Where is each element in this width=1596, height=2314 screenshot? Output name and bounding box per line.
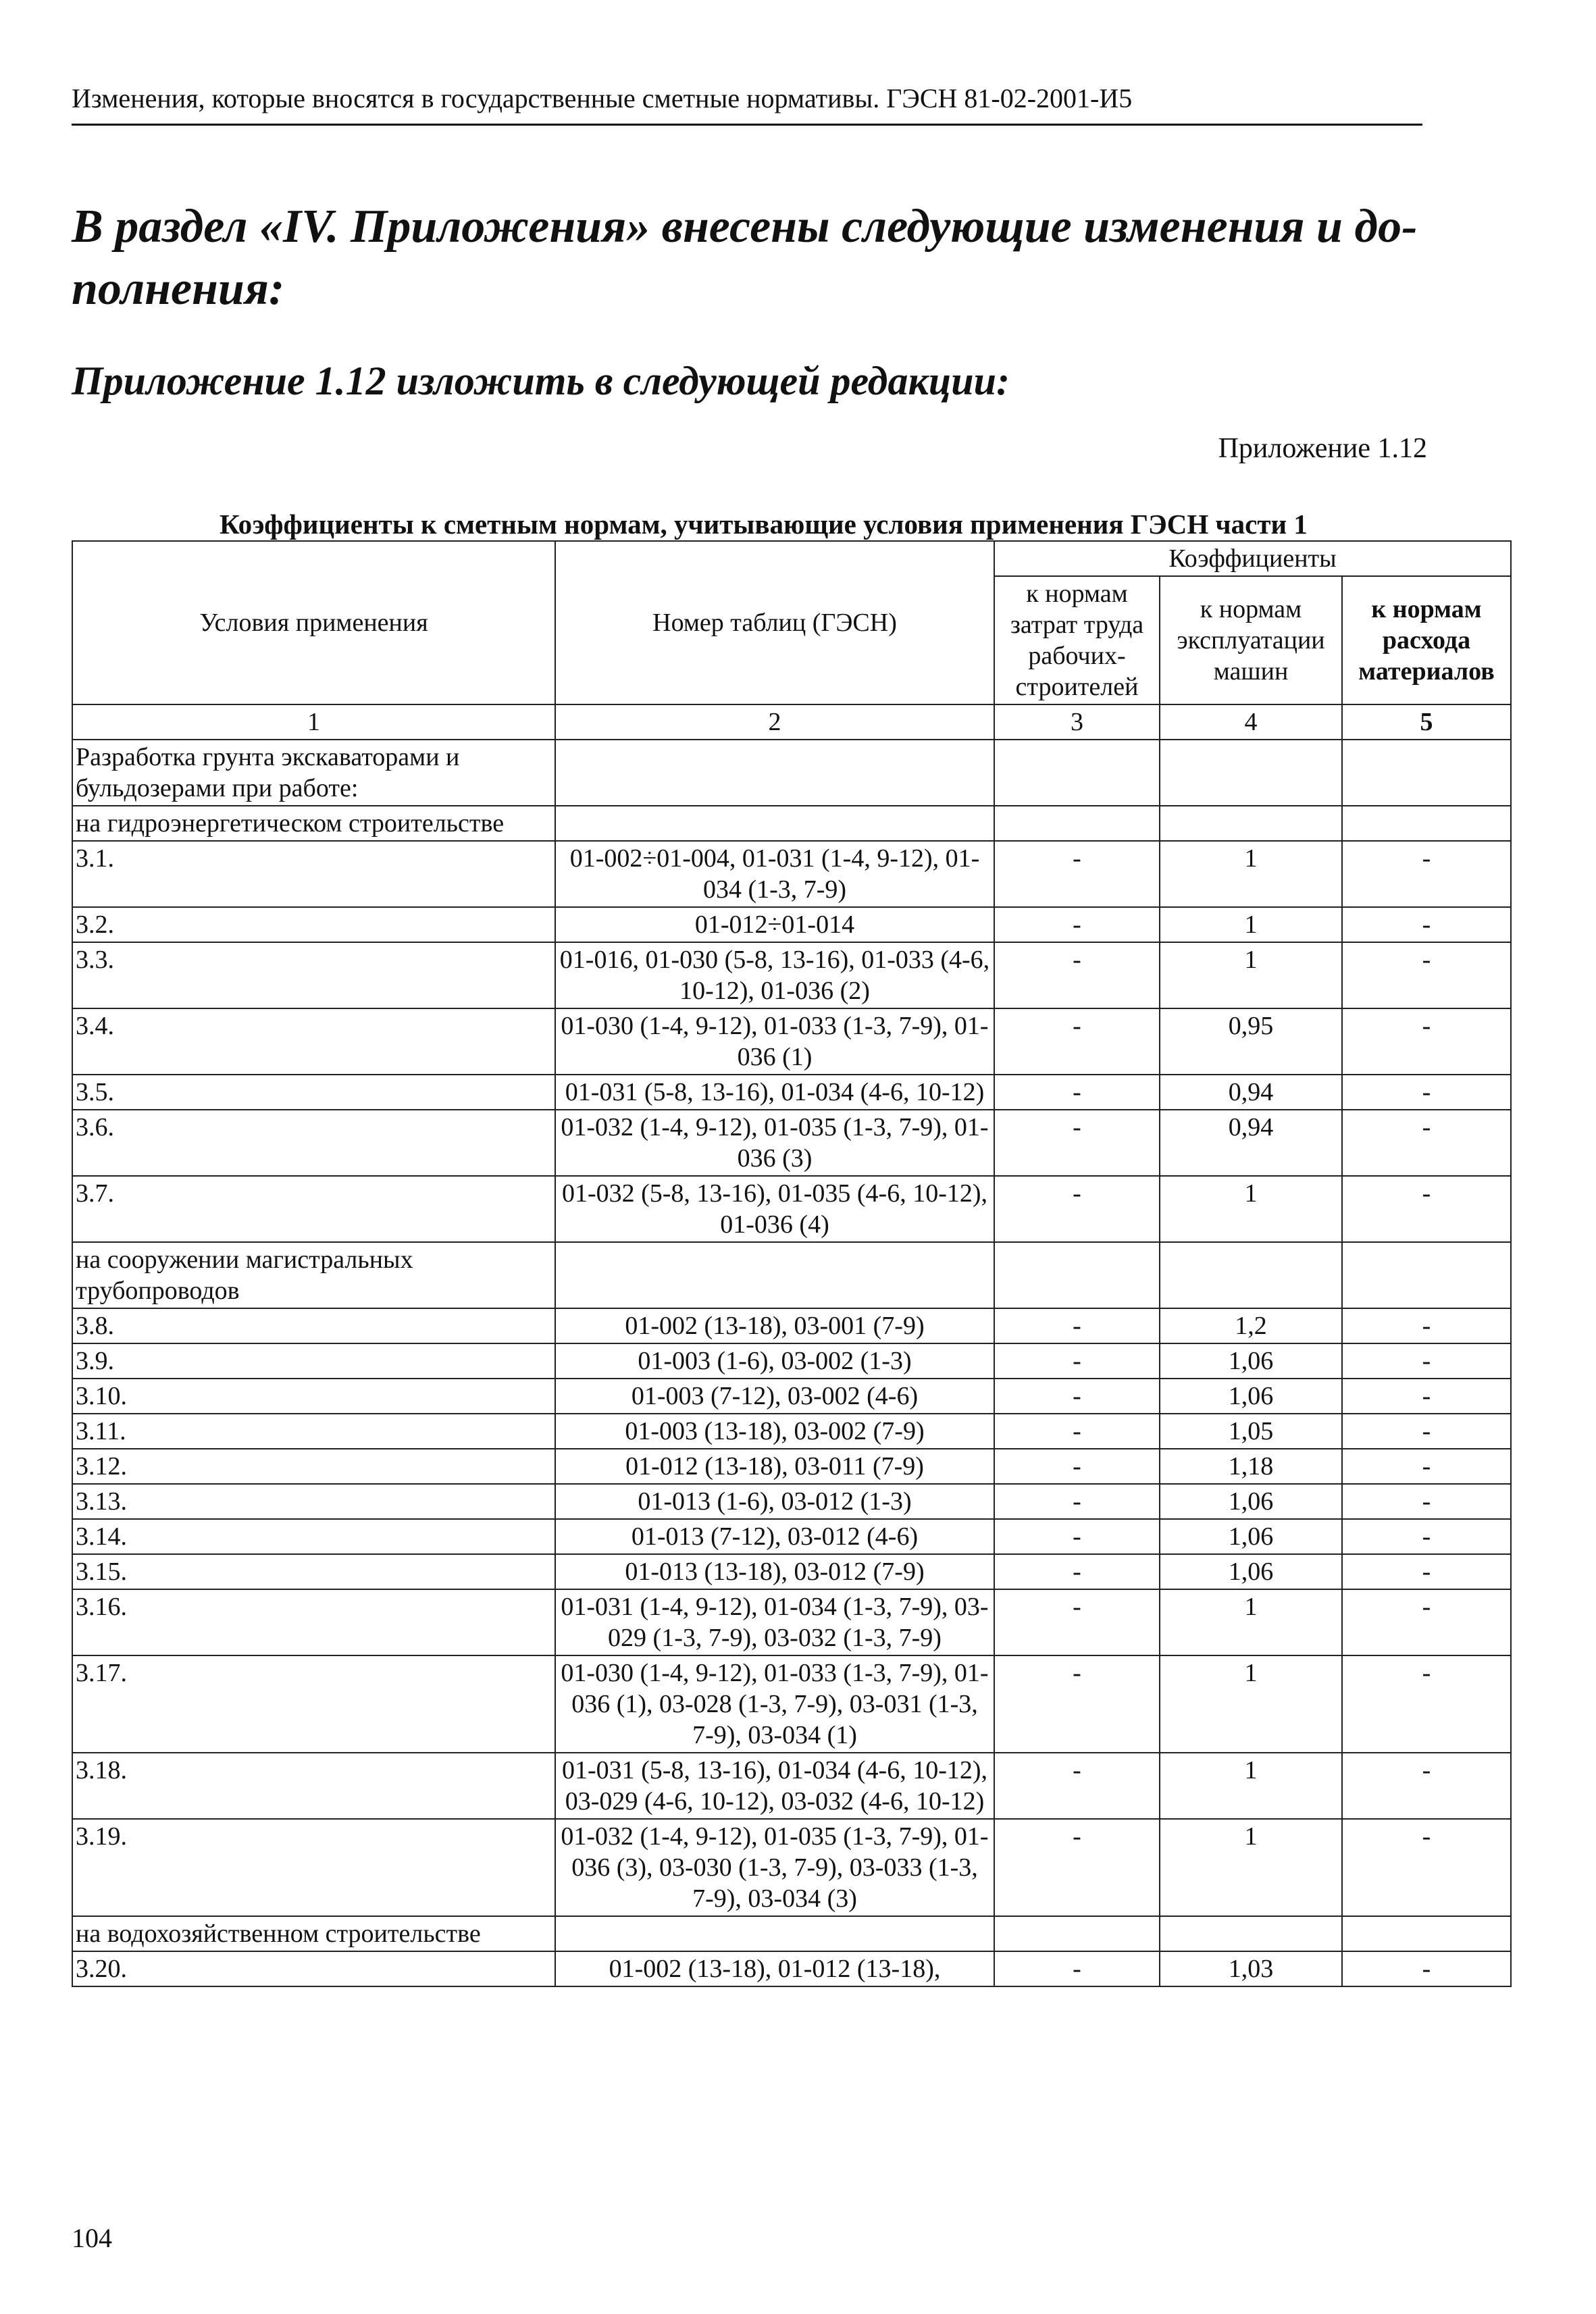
table-cell-3: - [994, 907, 1160, 942]
header-coefficients: Коэффициенты [994, 541, 1511, 576]
table-cell-2: 01-016, 01-030 (5-8, 13-16), 01-033 (4-6, 10-12), 01-036 (2) [555, 942, 994, 1008]
table-cell-2 [555, 1242, 994, 1308]
table-cell-4: 1,06 [1160, 1519, 1342, 1554]
table-cell-5: - [1342, 1308, 1511, 1343]
column-number: 1 [72, 704, 555, 740]
table-row [72, 1110, 1511, 1176]
table-row [72, 907, 1511, 942]
table-row [72, 1242, 1511, 1308]
table-cell-5: - [1342, 1110, 1511, 1176]
table-cell-4: 1 [1160, 907, 1342, 942]
table-cell-5: - [1342, 1414, 1511, 1449]
table-cell-4: 0,94 [1160, 1075, 1342, 1110]
table-cell-2: 01-031 (5-8, 13-16), 01-034 (4-6, 10-12) [555, 1075, 994, 1110]
table-cell-4: 1 [1160, 1753, 1342, 1819]
table-cell-5: - [1342, 1519, 1511, 1554]
table-cell-4: 1 [1160, 1589, 1342, 1655]
table-row [72, 1819, 1511, 1916]
table-cell-1: 3.16. [72, 1589, 555, 1655]
table-cell-5: - [1342, 1655, 1511, 1753]
table-cell-1: 3.14. [72, 1519, 555, 1554]
table-cell-2: 01-012÷01-014 [555, 907, 994, 942]
table-cell-1: 3.11. [72, 1414, 555, 1449]
column-number: 5 [1342, 704, 1511, 740]
table-row [72, 1589, 1511, 1655]
table-cell-2: 01-031 (1-4, 9-12), 01-034 (1-3, 7-9), 03-029 (1-3, 7-9), 03-032 (1-3, 7-9) [555, 1589, 994, 1655]
table-cell-3: - [994, 1819, 1160, 1916]
table-row [72, 1951, 1511, 1986]
table-row [72, 942, 1511, 1008]
table-cell-3: - [994, 841, 1160, 907]
table-cell-5: - [1342, 1484, 1511, 1519]
table-cell-1: 3.4. [72, 1008, 555, 1075]
table-cell-2: 01-002 (13-18), 03-001 (7-9) [555, 1308, 994, 1343]
table-cell-1: на гидроэнергетическом строительстве [72, 806, 555, 841]
appendix-label: Приложение 1.12 [1218, 433, 1427, 464]
table-cell-1: 3.3. [72, 942, 555, 1008]
table-cell-3 [994, 740, 1160, 806]
table-cell-1: 3.20. [72, 1951, 555, 1986]
table-cell-5: - [1342, 841, 1511, 907]
section-heading: В раздел «IV. Приложения» внесены следующие изменения и до-полнения: [72, 201, 1418, 315]
table-cell-2: 01-002 (13-18), 01-012 (13-18), [555, 1951, 994, 1986]
table-cell-5 [1342, 1242, 1511, 1308]
table-cell-4: 1,2 [1160, 1308, 1342, 1343]
table-row [72, 1484, 1511, 1519]
table-cell-3: - [994, 1343, 1160, 1379]
table-cell-3: - [994, 1519, 1160, 1554]
table-cell-2: 01-013 (13-18), 03-012 (7-9) [555, 1554, 994, 1589]
table-cell-2: 01-032 (1-4, 9-12), 01-035 (1-3, 7-9), 01-036 (3), 03-030 (1-3, 7-9), 03-033 (1-3, 7-9), 03-034 (3) [555, 1819, 994, 1916]
table-row [72, 1075, 1511, 1110]
table-cell-1: 3.17. [72, 1655, 555, 1753]
table-cell-1: 3.5. [72, 1075, 555, 1110]
table-cell-4: 1 [1160, 841, 1342, 907]
table-cell-5: - [1342, 907, 1511, 942]
table-cell-4: 1 [1160, 942, 1342, 1008]
table-cell-5: - [1342, 1589, 1511, 1655]
table-cell-2: 01-003 (13-18), 03-002 (7-9) [555, 1414, 994, 1449]
table-cell-2 [555, 740, 994, 806]
table-cell-2: 01-003 (7-12), 03-002 (4-6) [555, 1379, 994, 1414]
table-cell-2: 01-032 (1-4, 9-12), 01-035 (1-3, 7-9), 01-036 (3) [555, 1110, 994, 1176]
table-cell-4 [1160, 1916, 1342, 1951]
table-cell-3: - [994, 1554, 1160, 1589]
table-cell-2: 01-003 (1-6), 03-002 (1-3) [555, 1343, 994, 1379]
table-cell-1: 3.8. [72, 1308, 555, 1343]
table-cell-4: 1 [1160, 1819, 1342, 1916]
column-number: 2 [555, 704, 994, 740]
table-cell-5: - [1342, 942, 1511, 1008]
table-cell-2: 01-013 (1-6), 03-012 (1-3) [555, 1484, 994, 1519]
table-cell-4: 1,06 [1160, 1484, 1342, 1519]
table-row [72, 740, 1511, 806]
table-cell-5: - [1342, 1554, 1511, 1589]
table-cell-1: 3.7. [72, 1176, 555, 1242]
table-cell-3: - [994, 1484, 1160, 1519]
table-cell-5: - [1342, 1819, 1511, 1916]
table-row [72, 1916, 1511, 1951]
table-cell-2 [555, 1916, 994, 1951]
table-cell-3: - [994, 1176, 1160, 1242]
table-cell-3: - [994, 1414, 1160, 1449]
appendix-instruction: Приложение 1.12 изложить в следующей редакции: [72, 359, 1010, 403]
table-cell-3: - [994, 1008, 1160, 1075]
table-cell-4 [1160, 806, 1342, 841]
table-cell-5: - [1342, 1176, 1511, 1242]
header-machines: к нормам эксплуатации машин [1160, 576, 1342, 704]
table-cell-1: 3.19. [72, 1819, 555, 1916]
table-row [72, 1176, 1511, 1242]
table-cell-5: - [1342, 1379, 1511, 1414]
table-cell-3: - [994, 1951, 1160, 1986]
table-row [72, 1008, 1511, 1075]
table-cell-1: 3.18. [72, 1753, 555, 1819]
table-cell-2 [555, 806, 994, 841]
table-cell-4 [1160, 740, 1342, 806]
table-row [72, 1379, 1511, 1414]
coefficients-table [72, 540, 1512, 1987]
table-title: Коэффициенты к сметным нормам, учитывающие условия применения ГЭСН части 1 [220, 509, 1308, 540]
table-cell-3: - [994, 1379, 1160, 1414]
table-cell-4: 1 [1160, 1655, 1342, 1753]
table-cell-3: - [994, 942, 1160, 1008]
table-cell-4: 1,03 [1160, 1951, 1342, 1986]
table-body [72, 740, 1511, 1986]
table-cell-5: - [1342, 1951, 1511, 1986]
table-cell-1: 3.15. [72, 1554, 555, 1589]
table-row [72, 1554, 1511, 1589]
page-number: 104 [72, 2223, 112, 2253]
table-cell-4: 1,06 [1160, 1343, 1342, 1379]
table-cell-4: 0,95 [1160, 1008, 1342, 1075]
table-row [72, 806, 1511, 841]
column-number: 4 [1160, 704, 1342, 740]
table-cell-1: 3.13. [72, 1484, 555, 1519]
table-cell-1: 3.10. [72, 1379, 555, 1414]
table-cell-5 [1342, 740, 1511, 806]
table-row [72, 1519, 1511, 1554]
table-cell-3 [994, 1242, 1160, 1308]
table-cell-4: 1 [1160, 1176, 1342, 1242]
table-cell-5: - [1342, 1008, 1511, 1075]
table-cell-3: - [994, 1075, 1160, 1110]
header-conditions: Условия применения [72, 541, 555, 704]
table-cell-3: - [994, 1589, 1160, 1655]
header-labor: к нормам затрат труда рабочих-строителей [994, 576, 1160, 704]
table-cell-2: 01-013 (7-12), 03-012 (4-6) [555, 1519, 994, 1554]
table-cell-2: 01-030 (1-4, 9-12), 01-033 (1-3, 7-9), 01-036 (1) [555, 1008, 994, 1075]
table-cell-4: 1,18 [1160, 1449, 1342, 1484]
table-cell-1: 3.9. [72, 1343, 555, 1379]
table-cell-2: 01-030 (1-4, 9-12), 01-033 (1-3, 7-9), 01-036 (1), 03-028 (1-3, 7-9), 03-031 (1-3, 7-9), 03-034 (1) [555, 1655, 994, 1753]
table-cell-1: на водохозяйственном строительстве [72, 1916, 555, 1951]
table-cell-3: - [994, 1308, 1160, 1343]
table-cell-5: - [1342, 1343, 1511, 1379]
table-cell-1: Разработка грунта экскаваторами и бульдозерами при работе: [72, 740, 555, 806]
table-row [72, 841, 1511, 907]
table-cell-1: 3.2. [72, 907, 555, 942]
table-cell-4: 1,06 [1160, 1379, 1342, 1414]
table-cell-5: - [1342, 1075, 1511, 1110]
table-cell-2: 01-002÷01-004, 01-031 (1-4, 9-12), 01-034 (1-3, 7-9) [555, 841, 994, 907]
table-cell-4 [1160, 1242, 1342, 1308]
table-cell-3: - [994, 1655, 1160, 1753]
table-row [72, 1655, 1511, 1753]
table-cell-5 [1342, 806, 1511, 841]
table-cell-1: 3.1. [72, 841, 555, 907]
header-materials: к нормам расхода материалов [1342, 576, 1511, 704]
header-table-numbers: Номер таблиц (ГЭСН) [555, 541, 994, 704]
table-cell-4: 1,05 [1160, 1414, 1342, 1449]
table-row [72, 1449, 1511, 1484]
table-cell-5 [1342, 1916, 1511, 1951]
table-cell-5: - [1342, 1753, 1511, 1819]
table-cell-3: - [994, 1110, 1160, 1176]
table-row [72, 1414, 1511, 1449]
table-cell-1: 3.6. [72, 1110, 555, 1176]
table-cell-2: 01-031 (5-8, 13-16), 01-034 (4-6, 10-12), 03-029 (4-6, 10-12), 03-032 (4-6, 10-12) [555, 1753, 994, 1819]
table-cell-4: 1,06 [1160, 1554, 1342, 1589]
table-cell-2: 01-032 (5-8, 13-16), 01-035 (4-6, 10-12), 01-036 (4) [555, 1176, 994, 1242]
column-number: 3 [994, 704, 1160, 740]
table-cell-3: - [994, 1449, 1160, 1484]
table-row [72, 1308, 1511, 1343]
table-row [72, 1753, 1511, 1819]
table-cell-1: на сооружении магистральных трубопроводов [72, 1242, 555, 1308]
table-cell-3 [994, 1916, 1160, 1951]
table-cell-5: - [1342, 1449, 1511, 1484]
running-header: Изменения, которые вносятся в государственные сметные нормативы. ГЭСН 81-02-2001-И5 [72, 82, 1422, 126]
table-row [72, 1343, 1511, 1379]
table-cell-2: 01-012 (13-18), 03-011 (7-9) [555, 1449, 994, 1484]
table-cell-3 [994, 806, 1160, 841]
table-cell-4: 0,94 [1160, 1110, 1342, 1176]
table-cell-1: 3.12. [72, 1449, 555, 1484]
table-cell-3: - [994, 1753, 1160, 1819]
